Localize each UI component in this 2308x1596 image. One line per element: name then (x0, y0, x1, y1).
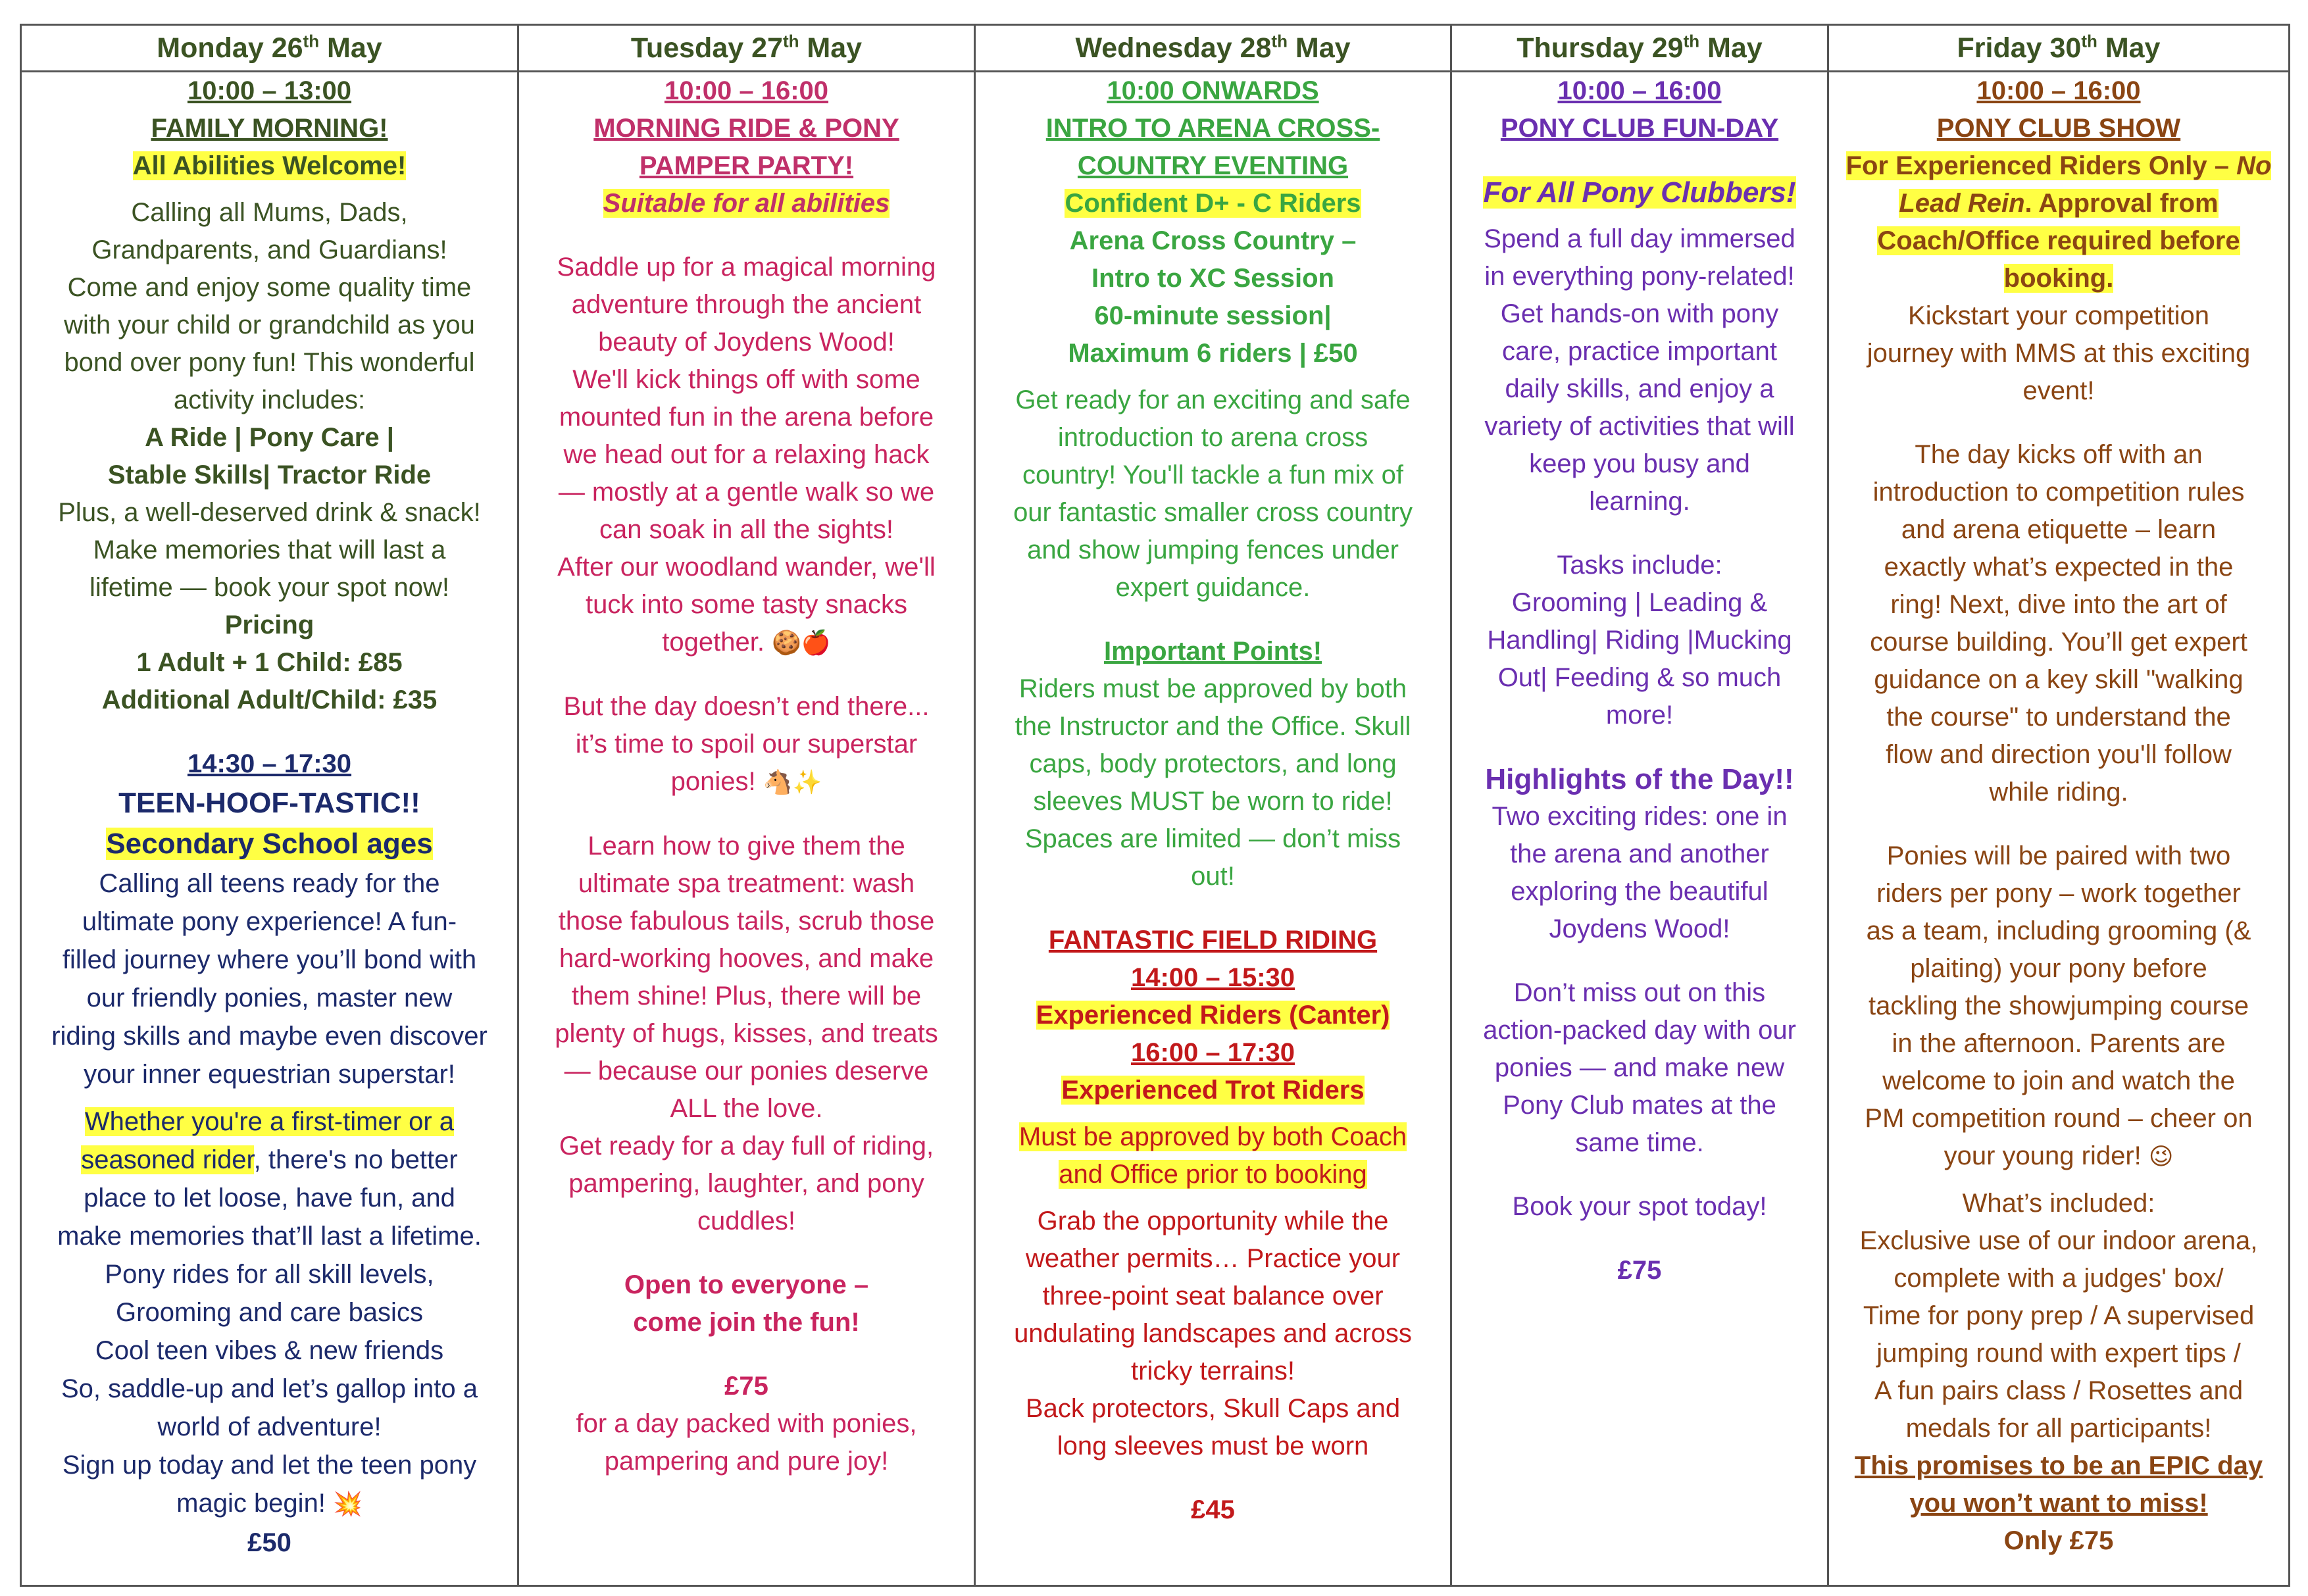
field-riding-sub1-wrap (982, 997, 1443, 1034)
day-header-monday: Monday 26th May (21, 25, 518, 72)
monday-session1-description (28, 194, 511, 719)
text-line: the Instructor and the Office. Skull (1015, 712, 1411, 741)
text-line: ALL the love. (670, 1094, 823, 1123)
tuesday-open-line: Open to everyone – (624, 1270, 869, 1299)
text-line: ultimate pony experience! A fun- (82, 907, 457, 936)
text-line: undulating landscapes and across (1014, 1319, 1412, 1348)
text-line: Calling all teens ready for the (99, 869, 440, 898)
text-line: more! (1605, 701, 1674, 730)
text-line: 60-minute session| (1094, 301, 1332, 330)
tuesday-price: £75 (724, 1372, 768, 1401)
thursday-subtitle-wrap (1459, 174, 1820, 211)
monday-session1-subtitle: All Abilities Welcome! (132, 151, 407, 180)
text-line: Calling all Mums, Dads, (131, 198, 408, 227)
text-line: for a day packed with ponies, (576, 1409, 917, 1438)
tuesday-description (526, 249, 967, 1480)
monday-session2-price: £50 (247, 1528, 291, 1557)
text-line: tricky terrains! (1131, 1357, 1295, 1385)
day-header-thursday: Thursday 29th May (1451, 25, 1828, 72)
wednesday-description (982, 382, 1443, 895)
horse-sparkles-emoji-icon: 🐴✨ (763, 769, 822, 796)
friday-price: Only £75 (2003, 1526, 2114, 1555)
text-line: The day kicks off with an (1915, 440, 2203, 469)
text-line (1836, 222, 2282, 260)
text-line: adventure through the ancient (571, 290, 922, 319)
field-riding-title: FANTASTIC FIELD RIDING (1048, 926, 1378, 955)
field-riding-sub2: Experienced Trot Riders (1061, 1076, 1365, 1105)
text-line: caps, body protectors, and long (1029, 749, 1397, 778)
text-line (982, 1118, 1443, 1156)
friday-time: 10:00 – 16:00 (1976, 76, 2141, 105)
text-line: can soak in all the sights! (599, 515, 893, 544)
tuesday-column (518, 72, 975, 1586)
friday-epic-line: This promises to be an EPIC day (1854, 1451, 2263, 1480)
text-span: together. (662, 628, 765, 657)
text-line: Riders must be approved by both (1018, 674, 1407, 703)
text-line: Get ready for a day full of riding, (559, 1132, 934, 1160)
text-line: exploring the beautiful (1511, 877, 1769, 906)
text-line: world of adventure! (157, 1412, 382, 1441)
text-line: variety of activities that will (1484, 412, 1795, 441)
text-line (526, 763, 967, 801)
monday-session2-title: TEEN-HOOF-TASTIC!! (118, 787, 420, 819)
text-line: — because our ponies deserve (564, 1057, 929, 1085)
text-line: Don’t miss out on this (1513, 978, 1766, 1007)
monday-session1-time: 10:00 – 13:00 (187, 76, 352, 105)
text-line: We'll kick things off with some (572, 365, 920, 394)
monday-session2-subtitle: Secondary School ages (106, 828, 433, 860)
text-line: our friendly ponies, master new (86, 984, 453, 1012)
text-span: magic begin! (176, 1489, 326, 1518)
text-line: Grandparents, and Guardians! (91, 236, 447, 264)
text-line: place to let loose, have fun, and (84, 1184, 455, 1212)
thursday-title: PONY CLUB FUN-DAY (1500, 114, 1779, 143)
text-line: So, saddle-up and let’s gallop into a (61, 1374, 478, 1403)
friday-title: PONY CLUB SHOW (1936, 114, 2181, 143)
text-line: country! You'll tackle a fun mix of (1022, 461, 1404, 489)
text-line (1836, 260, 2282, 297)
text-line: in everything pony-related! (1484, 262, 1795, 291)
tuesday-subtitle-wrap (526, 185, 967, 222)
text-line: jumping round with expert tips / (1876, 1339, 2241, 1368)
text-line: Maximum 6 riders | £50 (1068, 339, 1358, 368)
tuesday-subtitle: Suitable for all abilities (603, 189, 890, 218)
text-line: guidance on a key skill "walking (1874, 665, 2244, 694)
text-line: sleeves MUST be worn to ride! (1033, 787, 1393, 816)
wednesday-subtitle: Confident D+ - C Riders (1065, 189, 1361, 218)
highlighted-text: prior to booking (1178, 1160, 1367, 1189)
text-line: learning. (1589, 487, 1690, 516)
tuesday-time: 10:00 – 16:00 (664, 76, 829, 105)
text-line (28, 1103, 511, 1141)
tuesday-title-line: PAMPER PARTY! (639, 151, 854, 180)
text-line: Plus, a well-deserved drink & snack! (58, 498, 481, 527)
price-line: 1 Adult + 1 Child: £85 (136, 648, 403, 677)
text-line: ponies — and make new (1494, 1053, 1785, 1082)
text-line: Sign up today and let the teen pony (62, 1451, 477, 1480)
text-line: in the afternoon. Parents are (1892, 1029, 2226, 1058)
text-line: flow and direction you'll follow (1886, 740, 2232, 769)
text-line: Grooming | Leading & (1511, 588, 1768, 617)
text-line: introduction to competition rules (1872, 478, 2245, 507)
text-line: course building. You’ll get expert (1870, 628, 2247, 657)
text-line: three-point seat balance over (1042, 1282, 1384, 1310)
text-line: Ponies will be paired with two (1886, 841, 2231, 870)
wednesday-price: £45 (1191, 1495, 1235, 1524)
friday-requirement (1836, 147, 2282, 297)
collision-emoji-icon: 💥 (333, 1491, 363, 1518)
text-line: exactly what’s expected in the (1884, 553, 2234, 582)
text-line: Out| Feeding & so much (1497, 663, 1782, 692)
thursday-price: £75 (1617, 1256, 1662, 1285)
text-line: medals for all participants! (1905, 1414, 2212, 1443)
text-line: we head out for a relaxing hack (563, 440, 930, 469)
monday-session2-description (28, 864, 511, 1562)
field-riding-time1: 14:00 – 15:30 (1130, 963, 1295, 992)
text-line: Pony rides for all skill levels, (105, 1260, 434, 1289)
text-line: Get hands-on with pony (1500, 299, 1779, 328)
text-line: the arena and another (1510, 839, 1769, 868)
text-line: Saddle up for a magical morning (557, 253, 936, 282)
wednesday-important-heading: Important Points! (1103, 637, 1322, 666)
text-line (526, 624, 967, 662)
text-line: out! (1191, 862, 1235, 891)
highlighted-text: seasoned rider (81, 1145, 254, 1174)
highlighted-text: Whether you're a first-timer or a (84, 1107, 455, 1136)
text-line: expert guidance. (1115, 573, 1311, 602)
text-line: action-packed day with our (1483, 1016, 1796, 1045)
text-line: them shine! Plus, there will be (571, 982, 922, 1010)
text-line: Grooming and care basics (116, 1298, 423, 1327)
thursday-column (1451, 72, 1828, 1586)
text-line: weather permits… Practice your (1025, 1244, 1401, 1273)
text-line (1836, 185, 2282, 222)
thursday-highlights-heading: Highlights of the Day!! (1485, 763, 1794, 795)
text-line: bond over pony fun! This wonderful (64, 348, 475, 377)
wednesday-subtitle-wrap (982, 185, 1443, 222)
text-line: Pony Club mates at the (1503, 1091, 1776, 1120)
field-riding-sub2-wrap (982, 1072, 1443, 1109)
monday-session1-title: FAMILY MORNING! (151, 114, 388, 143)
monday-session1-subtitle-wrap (28, 147, 511, 185)
text-line: Get ready for an exciting and safe (1015, 386, 1411, 414)
text-line: Cool teen vibes & new friends (95, 1336, 444, 1365)
text-line: the course" to understand the (1886, 703, 2231, 732)
monday-session2-subtitle-wrap (28, 824, 511, 864)
activity-list-line: A Ride | Pony Care | (145, 423, 394, 452)
text-line: hard-working hooves, and make (559, 944, 934, 973)
text-line: Tasks include: (1557, 551, 1722, 580)
text-line: daily skills, and enjoy a (1505, 374, 1774, 403)
text-line: care, practice important (1502, 337, 1777, 366)
text-line: Intro to XC Session (1091, 264, 1334, 293)
text-line: event! (2022, 376, 2095, 405)
highlighted-text: and Office (1059, 1160, 1178, 1189)
day-header-friday: Friday 30th May (1828, 25, 2290, 72)
thursday-subtitle: For All Pony Clubbers! (1483, 176, 1796, 209)
text-line: beauty of Joydens Wood! (598, 328, 895, 357)
text-line: Time for pony prep / A supervised (1863, 1301, 2255, 1330)
wednesday-time: 10:00 ONWARDS (1107, 76, 1319, 105)
text-span: For Experienced Riders Only – (1845, 151, 2237, 180)
text-line: Learn how to give them the (588, 832, 905, 860)
text-line: and arena etiquette – learn (1901, 515, 2217, 544)
text-line: with your child or grandchild as you (64, 311, 475, 339)
text-line: make memories that’ll last a lifetime. (57, 1222, 482, 1251)
text-line (28, 1484, 511, 1524)
text-span: , there's no better (253, 1145, 458, 1174)
text-line: journey with MMS at this exciting (1867, 339, 2251, 368)
price-line: Additional Adult/Child: £35 (101, 686, 438, 714)
monday-session2-time: 14:30 – 17:30 (187, 749, 352, 778)
events-row (21, 72, 2290, 1586)
text-line: Handling| Riding |Mucking (1487, 626, 1792, 655)
text-line: Arena Cross Country – (1069, 226, 1357, 255)
tuesday-title-line: MORNING RIDE & PONY (593, 114, 899, 143)
friday-epic-line: you won’t want to miss! (1909, 1489, 2208, 1518)
text-span: No (2236, 151, 2272, 180)
text-line: tuck into some tasty snacks (585, 590, 908, 619)
text-line: After our woodland wander, we'll (557, 553, 936, 582)
friday-included-label: What’s included: (1962, 1189, 2155, 1218)
text-line: while riding. (1989, 778, 2128, 807)
text-line: Grab the opportunity while the (1037, 1207, 1389, 1235)
tuesday-open-line: come join the fun! (633, 1308, 860, 1337)
text-line: lifetime — book your spot now! (89, 573, 449, 602)
text-line: as a team, including grooming (& (1866, 916, 2251, 945)
text-line: activity includes: (173, 386, 366, 414)
text-line: — mostly at a gentle walk so we (558, 478, 935, 507)
text-line: Exclusive use of our indoor arena, (1859, 1226, 2258, 1255)
wednesday-column (975, 72, 1451, 1586)
text-line: ultimate spa treatment: wash (578, 869, 915, 898)
wednesday-field-section (982, 922, 1443, 1529)
text-span: Lead Rein (1899, 189, 2025, 218)
day-header-wednesday: Wednesday 28th May (975, 25, 1451, 72)
wednesday-title-line: INTRO TO ARENA CROSS- (1045, 114, 1380, 143)
text-line: Back protectors, Skull Caps and (1025, 1394, 1401, 1423)
text-line: plaiting) your pony before (1910, 954, 2207, 983)
schedule-table (20, 24, 2290, 1587)
text-line: riding skills and maybe even discover (51, 1022, 488, 1051)
text-line: riders per pony – work together (1876, 879, 2241, 908)
text-line: those fabulous tails, scrub those (558, 907, 935, 935)
monday-column (21, 72, 518, 1586)
text-line: complete with a judges' box/ (1894, 1264, 2224, 1293)
wink-emoji-icon: 😉 (2148, 1143, 2174, 1170)
text-line: mounted fun in the arena before (559, 403, 934, 432)
text-line (982, 1156, 1443, 1193)
text-line: Spaces are limited — don’t miss (1024, 824, 1401, 853)
text-line: filled journey where you’ll bond with (62, 945, 477, 974)
text-line (1836, 147, 2282, 185)
activity-list-line: Stable Skills| Tractor Ride (107, 461, 432, 489)
text-line: Kickstart your competition (1908, 301, 2209, 330)
text-line: But the day doesn’t end there... (563, 692, 930, 721)
wednesday-title-line: COUNTRY EVENTING (1077, 151, 1349, 180)
text-line (1836, 1137, 2282, 1176)
thursday-time: 10:00 – 16:00 (1557, 76, 1722, 105)
text-line: ring! Next, dive into the art of (1890, 590, 2227, 619)
text-line: Joydens Wood! (1549, 914, 1730, 943)
text-span (1846, 151, 2272, 180)
text-line: same time. (1575, 1128, 1704, 1157)
text-line: cuddles! (697, 1207, 795, 1235)
day-header-row (21, 25, 2290, 72)
cookie-apple-emoji-icon: 🍪🍎 (772, 630, 831, 657)
text-span: . Approval from (2024, 189, 2219, 218)
text-line: plenty of hugs, kisses, and treats (555, 1019, 938, 1048)
text-line: your inner equestrian superstar! (84, 1060, 455, 1089)
highlighted-text: Must be approved by both Coach (1018, 1122, 1407, 1151)
text-line: welcome to join and watch the (1882, 1066, 2235, 1095)
thursday-book-line: Book your spot today! (1512, 1192, 1767, 1221)
text-span: booking. (2003, 264, 2114, 293)
text-line: Make memories that will last a (93, 536, 446, 564)
text-line: tackling the showjumping course (1868, 991, 2249, 1020)
text-line: Two exciting rides: one in (1492, 802, 1788, 831)
field-riding-sub1: Experienced Riders (Canter) (1036, 1001, 1390, 1030)
pricing-label: Pricing (224, 611, 314, 639)
text-line: PM competition round – cheer on (1865, 1104, 2253, 1133)
text-span: Coach/Office required before (1877, 226, 2240, 255)
text-span: your young rider! (1944, 1141, 2142, 1170)
text-span: ponies! (670, 767, 756, 796)
text-line: and show jumping fences under (1027, 536, 1399, 564)
day-header-tuesday: Tuesday 27th May (518, 25, 975, 72)
text-line: pampering, laughter, and pony (568, 1169, 924, 1198)
friday-column (1828, 72, 2290, 1586)
text-line: introduction to arena cross (1057, 423, 1368, 452)
text-span (1899, 189, 2218, 218)
text-line: pampering and pure joy! (604, 1447, 889, 1476)
text-line: Spend a full day immersed (1484, 224, 1795, 253)
text-line: our fantastic smaller cross country (1013, 498, 1413, 527)
field-riding-time2: 16:00 – 17:30 (1130, 1038, 1295, 1067)
text-line: keep you busy and (1529, 449, 1750, 478)
text-line: long sleeves must be worn (1057, 1432, 1369, 1460)
text-line: it’s time to spoil our superstar (575, 730, 918, 759)
text-line (28, 1141, 511, 1179)
text-line: Come and enjoy some quality time (67, 273, 472, 302)
text-line: A fun pairs class / Rosettes and (1874, 1376, 2244, 1405)
